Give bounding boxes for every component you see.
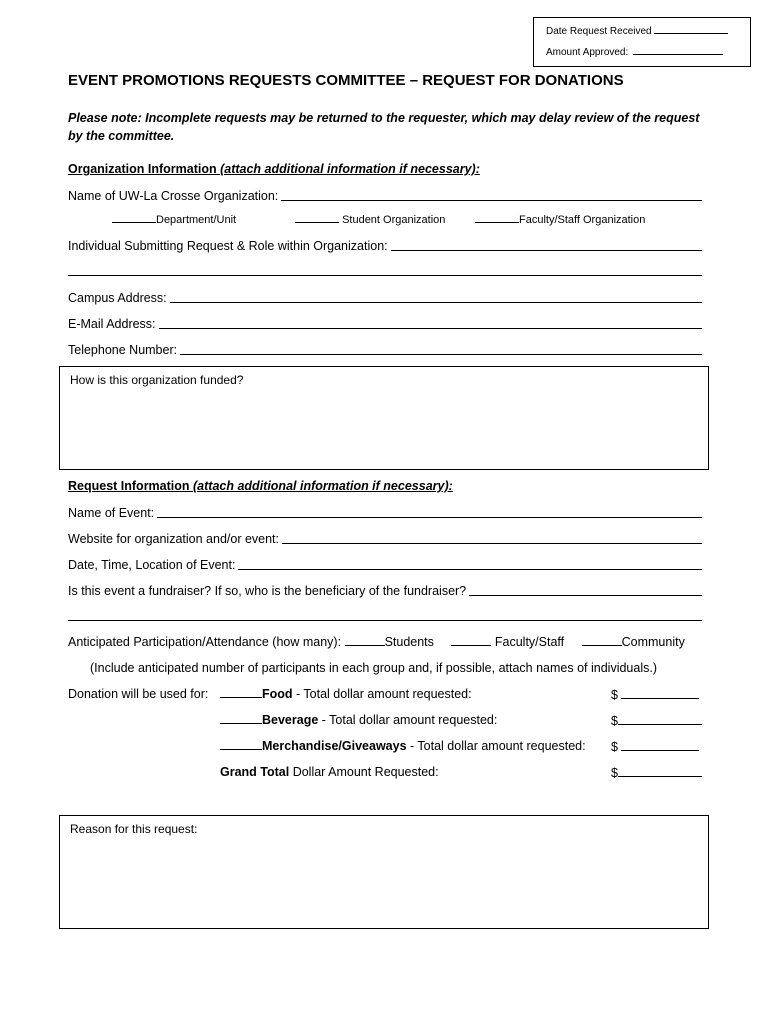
fundraiser-field[interactable] — [68, 582, 702, 598]
phone-field[interactable] — [68, 341, 702, 357]
amount-approved-row — [546, 45, 723, 58]
faculty-label: Faculty/Staff — [494, 635, 565, 649]
grand-total-amount-field[interactable]: $ — [611, 765, 702, 780]
event-datetime-field[interactable] — [68, 556, 702, 572]
org-type-faculty-staff[interactable]: Faculty/Staff Organization — [475, 213, 645, 226]
org-type-department[interactable]: Department/Unit — [112, 213, 236, 226]
merchandise-amount-field[interactable]: $ — [611, 739, 699, 754]
donation-food-row[interactable]: Food - Total dollar amount requested: — [220, 687, 472, 701]
org-name-label: Name of UW-La Crosse Organization: — [68, 189, 279, 203]
date-received-label: Date Request Received — [546, 26, 652, 37]
email-label: E-Mail Address: — [68, 317, 156, 331]
event-datetime-label: Date, Time, Location of Event: — [68, 558, 236, 572]
fundraiser-line-2[interactable] — [68, 620, 702, 621]
date-received-field[interactable] — [654, 24, 728, 34]
beverage-amount-field[interactable]: $ — [611, 713, 702, 728]
event-name-field[interactable] — [68, 504, 702, 520]
request-section-heading: Request Information (attach additional information if necessary): — [68, 479, 453, 493]
donation-beverage-row[interactable]: Beverage - Total dollar amount requested: — [220, 713, 497, 727]
funding-textbox[interactable] — [59, 366, 709, 470]
food-amount-field[interactable]: $ — [611, 687, 699, 702]
campus-address-field[interactable] — [68, 289, 702, 305]
email-field[interactable] — [68, 315, 702, 331]
students-count-field[interactable] — [345, 636, 385, 646]
donation-merchandise-row[interactable]: Merchandise/Giveaways - Total dollar amount requested: — [220, 739, 586, 753]
individual-role-field[interactable] — [68, 237, 702, 253]
community-count-field[interactable] — [582, 636, 622, 646]
event-name-label: Name of Event: — [68, 506, 155, 520]
org-section-heading: Organization Information (attach additional information if necessary): — [68, 162, 480, 176]
faculty-count-field[interactable] — [451, 636, 491, 646]
office-use-box — [533, 17, 751, 67]
students-label: Students — [384, 635, 434, 649]
campus-address-label: Campus Address: — [68, 291, 167, 305]
individual-role-label: Individual Submitting Request & Role within Organization: — [68, 239, 388, 253]
form-title: EVENT PROMOTIONS REQUESTS COMMITTEE – REQUEST FOR DONATIONS — [68, 72, 624, 89]
donation-label: Donation will be used for: — [68, 687, 209, 701]
phone-label: Telephone Number: — [68, 343, 178, 357]
org-name-field[interactable] — [68, 187, 702, 203]
website-field[interactable] — [68, 530, 702, 546]
reason-prompt: Reason for this request: — [70, 822, 198, 836]
individual-role-line-2[interactable] — [68, 275, 702, 276]
grand-total-bold: Grand Total — [220, 765, 290, 779]
community-label: Community — [621, 635, 685, 649]
incomplete-note: Please note: Incomplete requests may be returned to the requester, which may delay review of the request by the committee. — [68, 111, 700, 143]
grand-total-row — [220, 765, 439, 779]
amount-approved-label: Amount Approved: — [546, 47, 629, 58]
org-type-student[interactable]: Student Organization — [295, 213, 445, 226]
website-label: Website for organization and/or event: — [68, 532, 280, 546]
date-received-row — [546, 24, 728, 37]
grand-total-text: Dollar Amount Requested: — [289, 765, 439, 779]
participation-label: Anticipated Participation/Attendance (how many): — [68, 635, 342, 649]
funding-prompt: How is this organization funded? — [70, 373, 244, 387]
participation-row — [68, 635, 685, 649]
amount-approved-field[interactable] — [633, 45, 723, 55]
fundraiser-label: Is this event a fundraiser? If so, who is the beneficiary of the fundraiser? — [68, 584, 467, 598]
include-note: (Include anticipated number of participants in each group and, if possible, attach names of individuals.) — [90, 661, 657, 675]
reason-textbox[interactable] — [59, 815, 709, 929]
